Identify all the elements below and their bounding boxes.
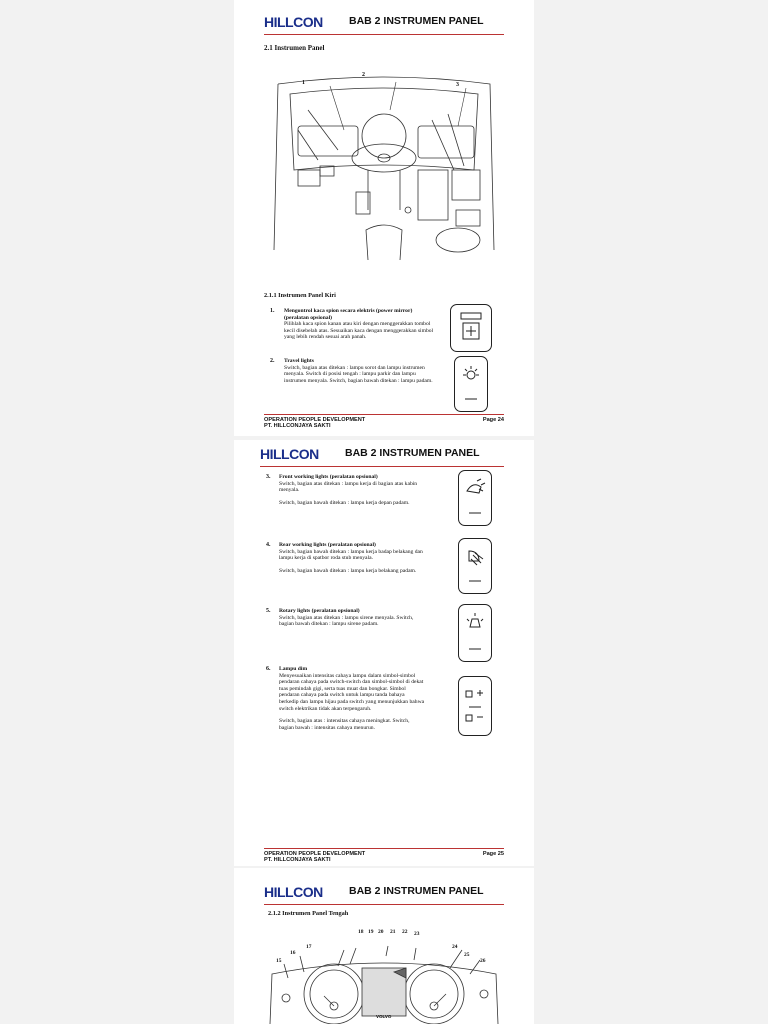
page-number: Page 25: [482, 851, 504, 857]
page-footer: [264, 414, 504, 429]
item-number: 4.: [266, 542, 271, 548]
callout-16: 16: [290, 950, 296, 956]
list-item: [284, 308, 438, 341]
list-item: [284, 358, 438, 384]
hillcon-logo: HILLCON: [264, 14, 323, 30]
footer-org: OPERATION PEOPLE DEVELOPMENT: [264, 417, 366, 423]
callout-15: 15: [276, 958, 282, 964]
item-body-2: Switch, bagian bawah ditekan : lampu kerja depan padam.: [279, 499, 410, 506]
item-body: Menyesuaikan intensitas cahaya lampu dalam simbol-simbol pendaran cahaya pada switch-switch dan simbol-simbol di dekat tuas pemindah gigi, serta tuas muat dan bongkar. Simbol pendaran cahaya pada switch untuk lampu tanda bahaya berkedip dan lampu hijau pada switch yang menunjukkan bahwa switch elektrikan tidak akan terpengaruh.: [279, 672, 425, 712]
section-title: 2.1 Instrumen Panel: [264, 44, 325, 52]
item-body: Switch, bagian atas ditekan : lampu kerja di bagian atas kabin menyala.: [279, 480, 418, 494]
item-body: Pilihlah kaca spion kanan atau kiri dengan menggerakkan tombol kecil disebelah atas. Sesuaikan kaca dengan menggerakkan simbol yang lebih rendah sesuai arah panah.: [284, 321, 434, 341]
item-body: Switch, bagian atas ditekan : lampu sorot dan lampu instrumen menyala. Switch di posisi tengah : lampu parkir dan lampu instrumen menyala. Switch, bagian bawah ditekan : lampu padam.: [284, 364, 433, 384]
page-24: [234, 0, 534, 436]
center-instrument-panel-drawing: [264, 938, 504, 1024]
item-title: Lampu dim: [279, 666, 308, 672]
callout-3: 3: [456, 82, 459, 88]
list-item: [279, 608, 425, 628]
list-item: [279, 666, 425, 731]
page-26: [234, 868, 534, 1024]
travel-lights-switch: [454, 356, 488, 412]
item-body: Switch, bagian atas ditekan : lampu sirene menyala. Switch, bagian bawah ditekan : lampu sirene padam.: [279, 614, 414, 628]
item-title: Front working lights (peralatan opsional): [279, 474, 378, 480]
page-header: [264, 884, 504, 905]
list-item: [279, 542, 425, 574]
page-number: Page 24: [482, 417, 504, 423]
callout-17: 17: [306, 944, 312, 950]
callout-20: 20: [378, 929, 384, 935]
callout-23: 23: [414, 931, 420, 937]
item-body: Switch, bagian bawah ditekan : lampu kerja badap belakang dan lampu kerja di spatbor roda stub menyala.: [279, 548, 423, 562]
callout-18: 18: [358, 929, 364, 935]
page-footer: [264, 848, 504, 863]
subsection-title: 2.1.2 Instrumen Panel Tengah: [268, 910, 349, 917]
callout-24: 24: [452, 944, 458, 950]
footer-org: OPERATION PEOPLE DEVELOPMENT: [264, 851, 366, 857]
rear-working-lights-switch: [458, 538, 492, 594]
item-number: 2.: [270, 358, 275, 364]
item-body-2: Switch, bagian atas : intensitas cahaya meningkat. Switch, bagian bawah : intensitas cahaya menurun.: [279, 718, 410, 731]
item-title: Rotary lights (peralatan opsional): [279, 608, 360, 614]
hillcon-logo: HILLCON: [260, 446, 319, 462]
cab-interior-drawing: [268, 70, 500, 266]
callout-22: 22: [402, 929, 408, 935]
item-title: Travel lights: [284, 358, 314, 364]
item-title: Rear working lights (peralatan opsional): [279, 542, 376, 548]
page-header: [264, 14, 504, 35]
page-25: [234, 440, 534, 866]
callout-26: 26: [480, 958, 486, 964]
hillcon-logo: HILLCON: [264, 884, 323, 900]
rotary-lights-switch: [458, 604, 492, 662]
list-item: [279, 474, 425, 506]
footer-company: PT. HILLCONJAYA SAKTI: [264, 857, 331, 863]
item-number: 1.: [270, 308, 275, 314]
subsection-title: 2.1.1 Instrumen Panel Kiri: [264, 292, 336, 299]
item-body-2: Switch, bagian bawah ditekan : lampu kerja belakang padam.: [279, 567, 417, 574]
dim-lights-switch: [458, 676, 492, 736]
item-number: 3.: [266, 474, 271, 480]
callout-21: 21: [390, 929, 396, 935]
item-number: 6.: [266, 666, 271, 672]
page-header: [260, 446, 504, 467]
callout-19: 19: [368, 929, 374, 935]
chapter-title: BAB 2 INSTRUMEN PANEL: [349, 885, 484, 897]
callout-25: 25: [464, 952, 470, 958]
volvo-brand: VOLVO: [376, 1014, 392, 1019]
footer-company: PT. HILLCONJAYA SAKTI: [264, 423, 331, 429]
item-number: 5.: [266, 608, 271, 614]
mirror-switch: [450, 304, 492, 352]
callout-1: 1: [302, 80, 305, 86]
front-working-lights-switch: [458, 470, 492, 526]
item-title: Mengontrol kaca spion secara elektris (power mirror) (peralatan opsional): [284, 308, 413, 321]
chapter-title: BAB 2 INSTRUMEN PANEL: [349, 15, 484, 27]
chapter-title: BAB 2 INSTRUMEN PANEL: [345, 447, 480, 459]
callout-2: 2: [362, 72, 365, 78]
